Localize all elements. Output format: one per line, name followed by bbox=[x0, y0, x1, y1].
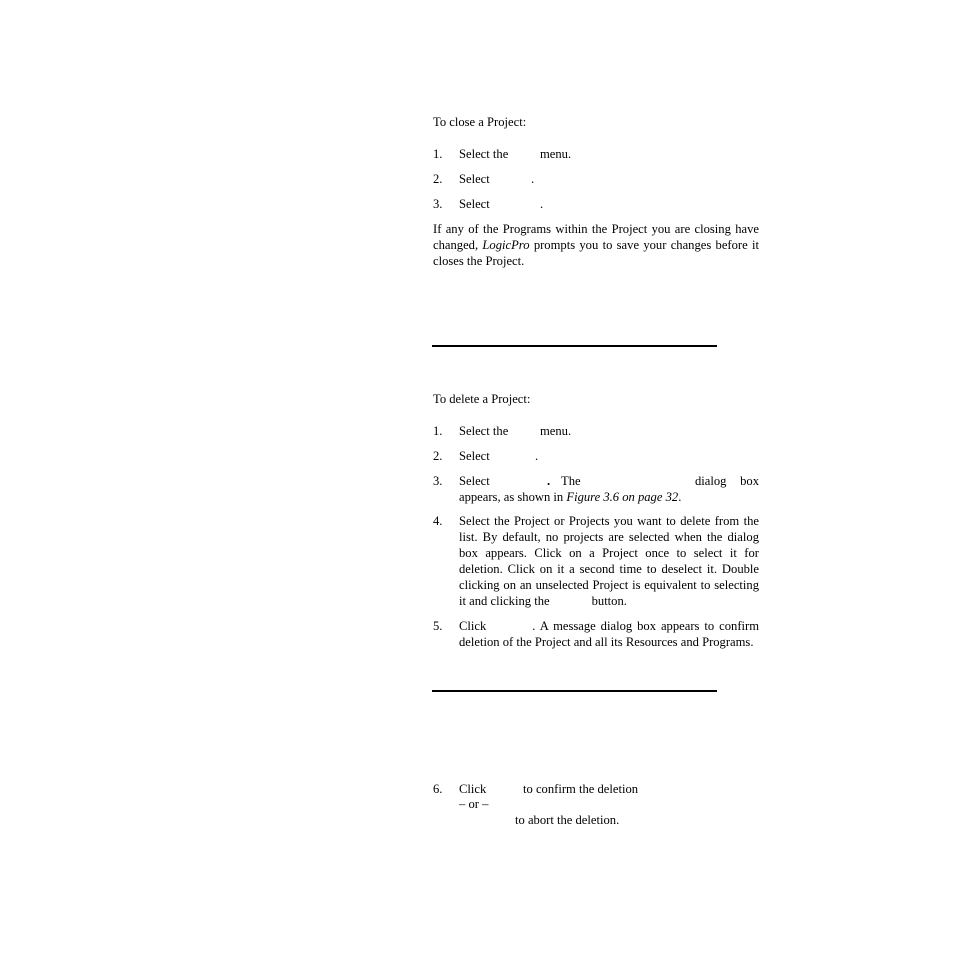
delete-step-3-the: The bbox=[561, 474, 581, 488]
delete-step-1-number: 1. bbox=[433, 424, 443, 438]
close-note-part1: If any of the Programs within the Project you are closing have changed, bbox=[433, 222, 759, 252]
close-note-part2: prompts you to save your changes before it closes the Project. bbox=[433, 237, 759, 268]
close-step-3-number: 3. bbox=[433, 197, 443, 211]
delete-step-3-dialog-box: dialog box bbox=[695, 474, 759, 488]
delete-step-6-confirm: to confirm the deletion bbox=[523, 782, 639, 796]
delete-intro: To delete a Project: bbox=[433, 392, 531, 406]
delete-step-4-text bbox=[459, 514, 759, 609]
delete-step-2-suffix: . bbox=[535, 449, 539, 463]
close-step-1-suffix: menu. bbox=[540, 147, 572, 161]
close-step-1-text: Select the bbox=[459, 147, 509, 161]
close-note bbox=[433, 222, 759, 270]
delete-step-2-text: Select bbox=[459, 449, 490, 463]
close-step-1-number: 1. bbox=[433, 147, 443, 161]
section-divider-bottom bbox=[432, 690, 717, 692]
close-step-2-text: Select bbox=[459, 172, 490, 186]
figure-reference: Figure 3.6 on page 32 bbox=[566, 490, 679, 504]
delete-step-3-period: . bbox=[678, 490, 682, 504]
close-step-3-suffix: . bbox=[540, 197, 544, 211]
close-step-2-suffix: . bbox=[531, 172, 535, 186]
delete-step-5-body: . A message dialog box appears to confirm deletion of the Project and all its Resources and Programs. bbox=[459, 619, 759, 649]
delete-step-6-abort: to abort the deletion. bbox=[515, 813, 620, 827]
section-divider-top bbox=[432, 345, 717, 347]
delete-step-5-click: Click bbox=[459, 619, 487, 633]
delete-step-3-dot: . bbox=[547, 474, 551, 488]
delete-step-6-text: Click bbox=[459, 782, 487, 796]
close-note-app-name: LogicPro bbox=[482, 237, 530, 252]
delete-step-5-number: 5. bbox=[433, 619, 443, 633]
delete-step-4-suffix: button. bbox=[591, 593, 627, 608]
delete-step-6-number: 6. bbox=[433, 782, 443, 796]
delete-step-3-appears: appears, as shown in bbox=[459, 490, 567, 504]
delete-step-2-number: 2. bbox=[433, 449, 443, 463]
delete-step-3-text: Select bbox=[459, 474, 490, 488]
delete-step-3-line2 bbox=[459, 490, 681, 506]
delete-step-1-suffix: menu. bbox=[540, 424, 572, 438]
close-step-3-text: Select bbox=[459, 197, 490, 211]
close-intro: To close a Project: bbox=[433, 115, 527, 129]
delete-step-4-body: Select the Project or Projects you want to delete from the list. By default, no projects are selected when the dialog box appears. Click on a Project once to select it for deletion. Click on it a second time to deselect it. Double clicking on an unselected Project is equivalent to selecting it and clicking the bbox=[459, 514, 759, 608]
delete-step-5-text bbox=[459, 619, 759, 651]
delete-step-4-number: 4. bbox=[433, 514, 443, 528]
delete-step-1-text: Select the bbox=[459, 424, 509, 438]
delete-step-3-number: 3. bbox=[433, 474, 443, 488]
delete-step-6-or: – or – bbox=[459, 797, 489, 811]
close-step-2-number: 2. bbox=[433, 172, 443, 186]
